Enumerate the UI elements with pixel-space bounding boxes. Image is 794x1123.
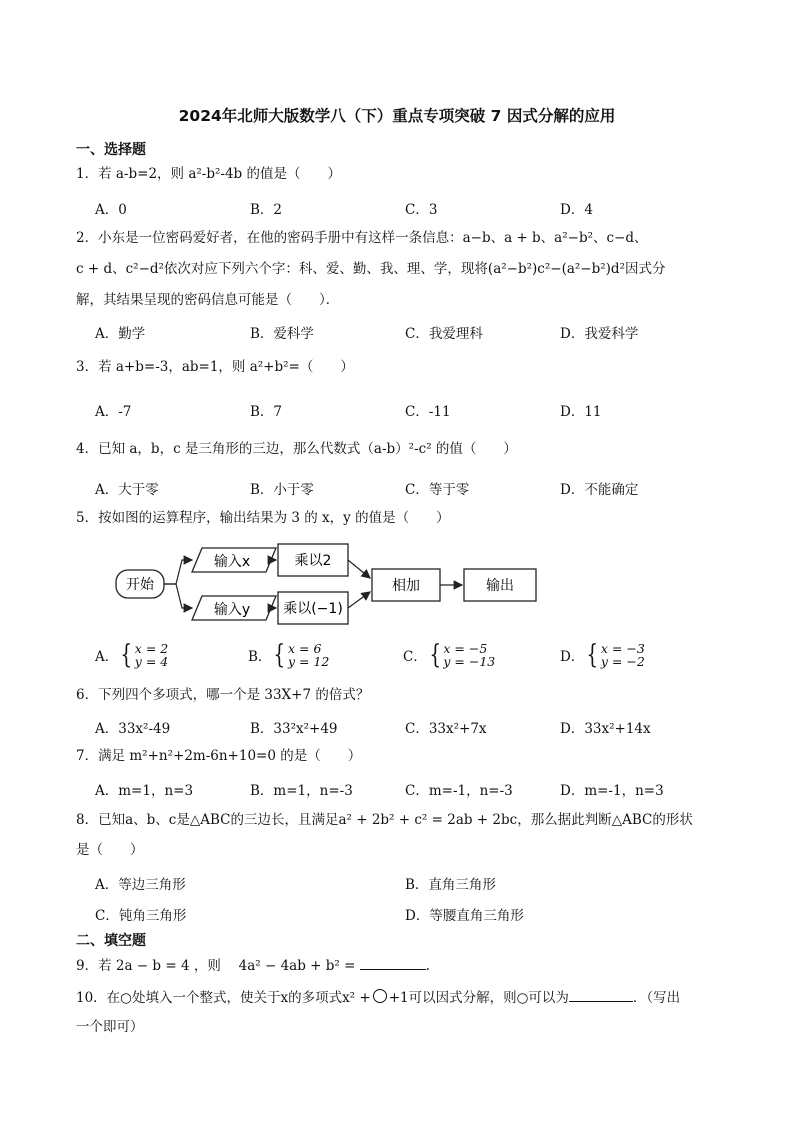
q2-option-d[interactable]: D．我爱科学	[560, 326, 639, 342]
q5-option-a-eq1: x = 2	[134, 641, 169, 656]
q6-option-a[interactable]: A．33x²-49	[95, 721, 171, 737]
q6-option-b[interactable]: B．33²x²+49	[250, 721, 338, 737]
q7-option-c[interactable]: C．m=-1，n=-3	[405, 783, 513, 799]
q7-option-b[interactable]: B．m=1，n=-3	[250, 783, 353, 799]
q8-option-d[interactable]: D．等腰直角三角形	[405, 908, 524, 924]
q5-option-b-system	[288, 642, 329, 668]
flow-arrow-mulneg1-to-add	[348, 592, 370, 608]
q4-option-c[interactable]: C．等于零	[405, 482, 470, 498]
flow-output-label: 输出	[486, 578, 514, 594]
q5-option-b[interactable]	[248, 642, 329, 668]
flow-add-label: 相加	[392, 578, 420, 594]
flow-arrow-to-input-y	[164, 584, 192, 608]
q1-option-d[interactable]: D．4	[560, 202, 593, 218]
question-4-text: 4．已知 a，b，c 是三角形的三边，那么代数式（a-b）²-c² 的值（ ）	[76, 441, 517, 457]
q5-option-a-brace: {	[120, 640, 133, 670]
question-10-line-2: 一个即可）	[76, 1019, 144, 1035]
q5-option-d-eq2: y = −2	[600, 654, 645, 669]
q8-option-b[interactable]: B．直角三角形	[405, 877, 496, 893]
q1-option-b[interactable]: B．2	[250, 202, 283, 218]
flow-start-label: 开始	[126, 577, 154, 593]
q5-option-a-system	[135, 642, 168, 668]
q3-option-d[interactable]: D．11	[560, 404, 602, 420]
question-9-period: .	[425, 958, 430, 974]
q3-option-b[interactable]: B．7	[250, 404, 283, 420]
question-10-text-end: ．（写出	[632, 990, 681, 1006]
q3-option-c[interactable]: C．-11	[405, 404, 451, 420]
flow-input-y-label: 输入y	[213, 602, 251, 618]
q6-option-d[interactable]: D．33x²+14x	[560, 721, 651, 737]
q5-option-b-eq2: y = 12	[287, 654, 330, 669]
question-10-line-1	[76, 987, 680, 1008]
flow-input-x-label: 输入x	[213, 554, 251, 570]
q5-option-c-label: C．	[403, 649, 427, 665]
flow-mulneg1-label: 乘以(−1)	[283, 601, 343, 617]
q4-option-a[interactable]: A．大于零	[95, 482, 159, 498]
q5-option-a-label: A．	[95, 649, 119, 665]
q1-option-a[interactable]: A．0	[95, 202, 127, 218]
q5-option-c-eq1: x = −5	[443, 641, 488, 656]
question-2-line-1: 2．小东是一位密码爱好者，在他的密码手册中有这样一条信息：a−b、a + b、a²−b²、c−d、	[76, 230, 648, 246]
flowchart-diagram	[112, 542, 552, 632]
q2-option-b[interactable]: B．爱科学	[250, 326, 314, 342]
question-9	[76, 955, 430, 976]
q5-option-d-brace: {	[586, 640, 599, 670]
circle-placeholder-icon	[373, 989, 387, 1003]
q8-option-c[interactable]: C．钝角三角形	[95, 908, 187, 924]
q5-option-b-brace: {	[273, 640, 286, 670]
question-8-line-1: 8．已知a、b、c是△ABC的三边长，且满足a² + 2b² + c² = 2ab + 2bc，那么据此判断△ABC的形状	[76, 812, 693, 828]
q5-option-c[interactable]	[403, 642, 495, 668]
q7-option-a[interactable]: A．m=1，n=3	[95, 783, 194, 799]
q5-option-c-system	[443, 642, 495, 668]
question-2-line-2: c + d、c²−d²依次对应下列六个字：科、爱、勤、我、理、学，现将(a²−b²)c²−(a²−b²)d²因式分	[76, 261, 666, 277]
q2-option-a[interactable]: A．勤学	[95, 326, 146, 342]
q5-option-d-eq1: x = −3	[600, 641, 645, 656]
q5-option-b-label: B．	[248, 649, 272, 665]
question-2-line-3: 解，其结果呈现的密码信息可能是（ ）．	[76, 292, 340, 308]
question-10-text-start: 10．在○处填入一个整式，使关于x的多项式x² +	[76, 990, 371, 1006]
q5-option-c-brace: {	[429, 640, 441, 670]
q5-option-d[interactable]	[560, 642, 645, 668]
section-heading-fill: 二、填空题	[76, 933, 146, 949]
q5-option-c-eq2: y = −13	[443, 654, 496, 669]
q9-answer-blank[interactable]	[360, 955, 426, 970]
q5-option-d-label: D．	[560, 649, 585, 665]
q2-option-c[interactable]: C．我爱理科	[405, 326, 483, 342]
q10-answer-blank[interactable]	[569, 987, 633, 1002]
q7-option-d[interactable]: D．m=-1，n=3	[560, 783, 664, 799]
question-6-text: 6．下列四个多项式，哪一个是 33X+7 的倍式？	[76, 687, 370, 703]
flow-arrow-mul2-to-add	[348, 560, 370, 578]
flow-arrow-to-input-x	[164, 560, 192, 584]
question-10-text-mid: +1可以因式分解，则○可以为	[388, 990, 569, 1006]
page-title: 2024年北师大版数学八（下）重点专项突破 7 因式分解的应用	[178, 107, 616, 125]
question-5-text: 5．按如图的运算程序，输出结果为 3 的 x，y 的值是（ ）	[76, 510, 450, 526]
q3-option-a[interactable]: A．-7	[95, 404, 132, 420]
q1-option-c[interactable]: C．3	[405, 202, 438, 218]
question-8-line-2: 是（ ）	[76, 842, 144, 858]
q5-option-d-system	[601, 642, 645, 668]
q5-option-a[interactable]	[95, 642, 168, 668]
q4-option-d[interactable]: D．不能确定	[560, 482, 639, 498]
q4-option-b[interactable]: B．小于零	[250, 482, 314, 498]
q6-option-c[interactable]: C．33x²+7x	[405, 721, 487, 737]
question-1-text: 1．若 a-b=2，则 a²-b²-4b 的值是（ ）	[76, 166, 341, 182]
flow-mul2-label: 乘以2	[294, 553, 332, 569]
question-3-text: 3．若 a+b=-3，ab=1，则 a²+b²=（ ）	[76, 359, 354, 375]
q5-option-a-eq2: y = 4	[134, 654, 169, 669]
question-9-text: 9．若 2a − b = 4 ，则 4a² − 4ab + b² =	[76, 958, 356, 974]
q5-option-b-eq1: x = 6	[287, 641, 322, 656]
q8-option-a[interactable]: A．等边三角形	[95, 877, 186, 893]
section-heading-choice: 一、选择题	[76, 142, 146, 158]
question-7-text: 7．满足 m²+n²+2m-6n+10=0 的是（ ）	[76, 748, 362, 764]
